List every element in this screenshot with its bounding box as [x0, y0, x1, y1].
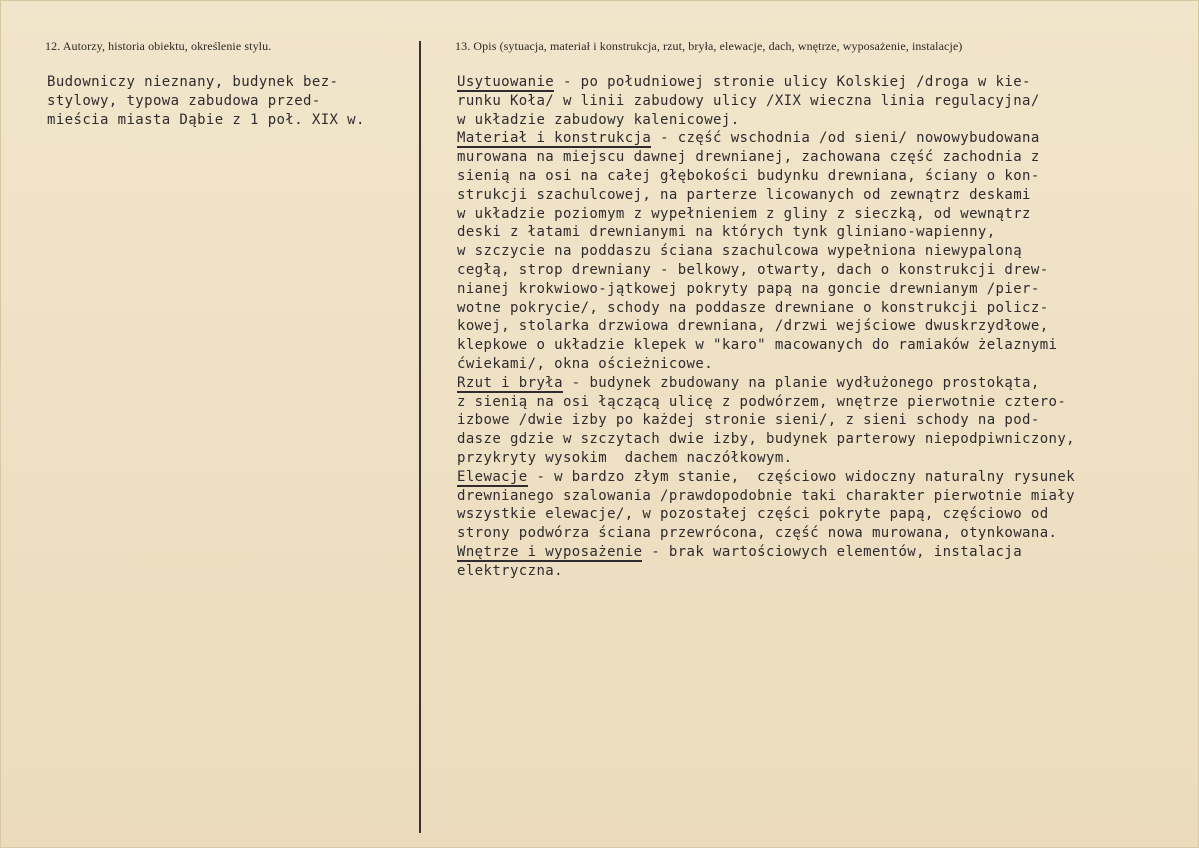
section-heading: Rzut i bryła — [457, 374, 563, 391]
line-text: murowana na miejscu dawnej drewnianej, zachowana część zachodnia z — [457, 149, 1040, 166]
line-text: - część wschodnia /od sieni/ nowowybudowana — [651, 130, 1040, 147]
text-line — [457, 111, 1075, 130]
line-text: w układzie poziomym z wypełnieniem z gliny z sieczką, od wewnątrz — [457, 205, 1031, 222]
text-line: Budowniczy nieznany, budynek bez- — [47, 74, 339, 90]
line-text: izbowe /dwie izby po każdej stronie sieni/, z sieni schody na pod- — [457, 412, 1040, 429]
text-line — [457, 280, 1075, 299]
line-text: wszystkie elewacje/, w pozostałej części pokryte papą, częściowo od — [457, 506, 1049, 523]
line-text: klepkowe o układzie klepek w "karo" macowanych do ramiaków żelaznymi — [457, 337, 1058, 354]
line-text: przykryty wysokim dachem naczółkowym. — [457, 449, 793, 466]
text-line — [457, 524, 1075, 543]
text-line — [457, 317, 1075, 336]
line-text: elektryczna. — [457, 562, 563, 579]
line-text: - po południowej stronie ulicy Kolskiej /droga w kie- — [554, 74, 1031, 90]
description-text — [457, 73, 1075, 581]
line-text: ćwiekami/, okna ościeżnicowe. — [457, 355, 714, 372]
text-line — [457, 148, 1075, 167]
text-line — [457, 129, 1075, 148]
line-text: strukcji szachulcowej, na parterze licowanych od zewnątrz deskami — [457, 186, 1031, 203]
line-text: kowej, stolarka drzwiowa drewniana, /drzwi wejściowe dwuskrzydłowe, — [457, 318, 1049, 335]
line-text: - budynek zbudowany na planie wydłużonego prostokąta, — [562, 374, 1040, 391]
line-text: w szczycie na poddaszu ściana szachulcowa wypełniona niewypaloną — [457, 243, 1023, 260]
text-line — [457, 299, 1075, 318]
text-line — [457, 92, 1075, 111]
line-text: w układzie zabudowy kalenicowej. — [457, 111, 740, 128]
text-line — [457, 543, 1075, 562]
line-text: strony podwórza ściana przewrócona, część nowa murowana, otynkowana. — [457, 525, 1058, 542]
line-text: drewnianego szalowania /prawdopodobnie taki charakter pierwotnie miały — [457, 487, 1076, 504]
text-line: stylowy, typowa zabudowa przed- — [47, 92, 321, 109]
text-line — [457, 505, 1075, 524]
line-text: wotne pokrycie/, schody na poddasze drewniane o konstrukcji policz- — [457, 299, 1049, 316]
line-text: deski z łatami drewnianymi na których tynk gliniano-wapienny, — [457, 224, 996, 241]
text-line — [457, 468, 1075, 487]
header-description: 13. Opis (sytuacja, materiał i konstrukcja, rzut, bryła, elewacje, dach, wnętrze, wyposażenie, instalacje) — [455, 39, 963, 53]
text-line — [457, 205, 1075, 224]
text-line — [457, 242, 1075, 261]
line-text: - w bardzo złym stanie, częściowo widoczny naturalny rysunek — [527, 468, 1076, 485]
text-line — [457, 487, 1075, 506]
authors-history-text — [47, 73, 365, 129]
line-text: z sienią na osi łączącą ulicę z podwórzem, wnętrze pierwotnie cztero- — [457, 393, 1067, 410]
line-text: - brak wartościowych elementów, instalacja — [642, 543, 1023, 560]
line-text: runku Koła/ w linii zabudowy ulicy /XIX wieczna linia regulacyjna/ — [457, 92, 1040, 109]
line-text: nianej krokwiowo-jątkowej pokryty papą na goncie drewnianym /pier- — [457, 280, 1040, 297]
section-heading: Wnętrze i wyposażenie — [457, 543, 643, 560]
text-line — [457, 73, 1075, 92]
text-line — [457, 261, 1075, 280]
section-heading: Elewacje — [457, 468, 528, 485]
text-line — [457, 186, 1075, 205]
text-line — [457, 374, 1075, 393]
text-line — [457, 393, 1075, 412]
text-line — [457, 336, 1075, 355]
text-line — [457, 449, 1075, 468]
text-line — [457, 430, 1075, 449]
text-line — [457, 411, 1075, 430]
text-line — [457, 223, 1075, 242]
section-heading: Materiał i konstrukcja — [457, 130, 652, 147]
line-text: sienią na osi na całej głębokości budynku drewniana, ściany o kon- — [457, 167, 1040, 184]
column-divider — [419, 41, 421, 833]
text-line — [457, 355, 1075, 374]
header-authors-history: 12. Autorzy, historia obiektu, określenie stylu. — [45, 39, 272, 53]
line-text: dasze gdzie w szczytach dwie izby, budynek parterowy niepodpiwniczony, — [457, 431, 1076, 448]
text-line: mieścia miasta Dąbie z 1 poł. XIX w. — [47, 111, 365, 128]
text-line — [457, 562, 1075, 581]
text-line — [457, 167, 1075, 186]
section-heading: Usytuowanie — [457, 74, 555, 90]
line-text: cegłą, strop drewniany - belkowy, otwarty, dach o konstrukcji drew- — [457, 261, 1049, 278]
